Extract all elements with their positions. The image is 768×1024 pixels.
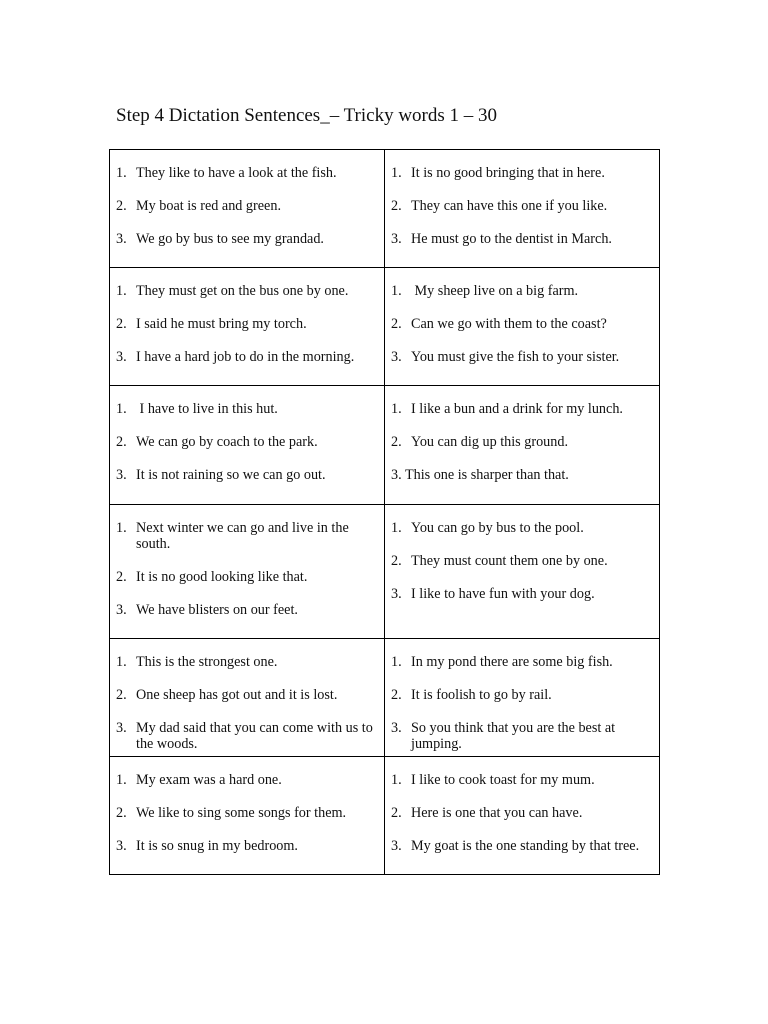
sentence-number: 1. <box>116 520 127 536</box>
sentence-item <box>391 720 655 752</box>
sentence-item <box>116 198 380 214</box>
sentence-text: One sheep has got out and it is lost. <box>136 687 338 703</box>
sentence-number: 2. <box>116 687 127 703</box>
sentence-item <box>116 805 380 821</box>
sentence-text: It is no good bringing that in here. <box>411 165 605 181</box>
sentence-item <box>116 316 380 332</box>
sentence-number: 2. <box>116 316 127 332</box>
sentence-item <box>391 467 655 483</box>
sentence-number: 1. <box>391 165 402 181</box>
sentence-text: You can go by bus to the pool. <box>411 520 584 536</box>
cell-right <box>385 757 660 875</box>
sentence-item <box>391 434 655 450</box>
sentence-number: 1. <box>116 772 127 788</box>
table-row <box>110 150 660 268</box>
sentence-item <box>116 772 380 788</box>
sentence-number: 1. <box>116 283 127 299</box>
sentence-text: You must give the fish to your sister. <box>411 349 620 365</box>
sentence-text: We can go by coach to the park. <box>136 434 318 450</box>
sentence-item <box>116 687 380 703</box>
sentence-number: 3. <box>116 231 127 247</box>
sentence-text: We go by bus to see my grandad. <box>136 231 324 247</box>
sentence-number: 3. <box>116 720 127 736</box>
sentence-item <box>391 654 655 670</box>
sentence-number: 2. <box>391 805 402 821</box>
sentence-item <box>391 805 655 821</box>
table-row <box>110 639 660 757</box>
page-title: Step 4 Dictation Sentences_– Tricky words 1 – 30 <box>116 105 498 126</box>
sentence-text: My dad said that you can come with us to the woods. <box>136 720 377 752</box>
sentence-number: 1. <box>391 520 402 536</box>
sentence-number: 2. <box>391 434 402 450</box>
sentence-text: They must get on the bus one by one. <box>136 283 349 299</box>
sentence-item <box>116 569 380 585</box>
sentence-number: 1. <box>116 401 127 417</box>
sentence-number: 3. <box>391 231 402 247</box>
sentence-item <box>116 165 380 181</box>
sentence-item <box>116 231 380 247</box>
sentence-item <box>116 838 380 854</box>
table-row <box>110 505 660 639</box>
sentence-item <box>391 586 655 602</box>
sentence-number: 2. <box>116 198 127 214</box>
sentence-item <box>391 198 655 214</box>
sentence-number: 3. <box>116 467 127 483</box>
sentence-text: They must count them one by one. <box>411 553 608 569</box>
sentence-number: 2. <box>116 434 127 450</box>
sentence-text: I said he must bring my torch. <box>136 316 307 332</box>
dictation-table <box>109 149 660 875</box>
sentence-item <box>116 401 380 417</box>
sentence-text: It is foolish to go by rail. <box>411 687 552 703</box>
sentence-text: They can have this one if you like. <box>411 198 608 214</box>
cell-left <box>110 757 385 875</box>
sentence-text: So you think that you are the best at jumping. <box>411 720 619 752</box>
cell-left <box>110 150 385 268</box>
sentence-text: Can we go with them to the coast? <box>411 316 607 332</box>
sentence-number: 3. <box>391 586 402 602</box>
sentence-text: They like to have a look at the fish. <box>136 165 337 181</box>
sentence-text: I like a bun and a drink for my lunch. <box>411 401 623 417</box>
sentence-text: We have blisters on our feet. <box>136 602 298 618</box>
sentence-text: My boat is red and green. <box>136 198 281 214</box>
sentence-text: I like to have fun with your dog. <box>411 586 595 602</box>
cell-right <box>385 505 660 639</box>
sentence-number: 3. <box>391 467 402 483</box>
sentence-number: 1. <box>391 401 402 417</box>
cell-left <box>110 505 385 639</box>
sentence-text: This one is sharper than that. <box>404 467 569 483</box>
sentence-item <box>116 349 380 365</box>
sentence-number: 3. <box>391 349 402 365</box>
sentence-number: 3. <box>391 720 402 736</box>
sentence-number: 1. <box>391 654 402 670</box>
sentence-text: I like to cook toast for my mum. <box>411 772 595 788</box>
sentence-item <box>116 654 380 670</box>
sentence-item <box>116 434 380 450</box>
sentence-item <box>391 401 655 417</box>
sentence-item <box>391 772 655 788</box>
sentence-number: 2. <box>116 569 127 585</box>
cell-right <box>385 150 660 268</box>
sentence-text: My exam was a hard one. <box>136 772 282 788</box>
sentence-text: We like to sing some songs for them. <box>136 805 347 821</box>
cell-left <box>110 268 385 386</box>
sentence-number: 2. <box>391 316 402 332</box>
table-row <box>110 386 660 505</box>
sentence-number: 1. <box>391 283 402 299</box>
sentence-text: My sheep live on a big farm. <box>411 283 579 299</box>
table-row <box>110 757 660 875</box>
sentence-item <box>116 467 380 483</box>
sentence-number: 3. <box>391 838 402 854</box>
sentence-text: It is not raining so we can go out. <box>136 467 326 483</box>
sentence-text: It is no good looking like that. <box>136 569 308 585</box>
sentence-text: My goat is the one standing by that tree. <box>411 838 640 854</box>
sentence-text: You can dig up this ground. <box>411 434 568 450</box>
sentence-number: 2. <box>391 553 402 569</box>
sentence-number: 2. <box>116 805 127 821</box>
sentence-number: 3. <box>116 838 127 854</box>
sentence-item <box>116 720 380 752</box>
sentence-item <box>391 165 655 181</box>
sentence-text: He must go to the dentist in March. <box>411 231 612 247</box>
sentence-item <box>391 838 655 854</box>
cell-left <box>110 386 385 505</box>
cell-right <box>385 268 660 386</box>
sentence-number: 1. <box>116 165 127 181</box>
sentence-item <box>391 520 655 536</box>
sentence-item <box>391 553 655 569</box>
sentence-number: 3. <box>116 349 127 365</box>
sentence-item <box>391 283 655 299</box>
dictation-table-body <box>110 150 660 875</box>
sentence-number: 1. <box>391 772 402 788</box>
sentence-item <box>116 602 380 618</box>
cell-right <box>385 386 660 505</box>
sentence-number: 2. <box>391 687 402 703</box>
table-row <box>110 268 660 386</box>
cell-right <box>385 639 660 757</box>
sentence-text: This is the strongest one. <box>136 654 278 670</box>
sentence-item <box>391 687 655 703</box>
sentence-number: 1. <box>116 654 127 670</box>
sentence-text: In my pond there are some big fish. <box>411 654 613 670</box>
sentence-number: 2. <box>391 198 402 214</box>
sentence-text: It is so snug in my bedroom. <box>136 838 298 854</box>
sentence-text: Here is one that you can have. <box>411 805 583 821</box>
sentence-text: I have to live in this hut. <box>136 401 278 417</box>
sentence-item <box>116 520 380 552</box>
sentence-text: I have a hard job to do in the morning. <box>136 349 355 365</box>
sentence-item <box>116 283 380 299</box>
sentence-item <box>391 231 655 247</box>
cell-left <box>110 639 385 757</box>
sentence-item <box>391 349 655 365</box>
sentence-text: Next winter we can go and live in the south. <box>136 520 353 552</box>
sentence-item <box>391 316 655 332</box>
sentence-number: 3. <box>116 602 127 618</box>
